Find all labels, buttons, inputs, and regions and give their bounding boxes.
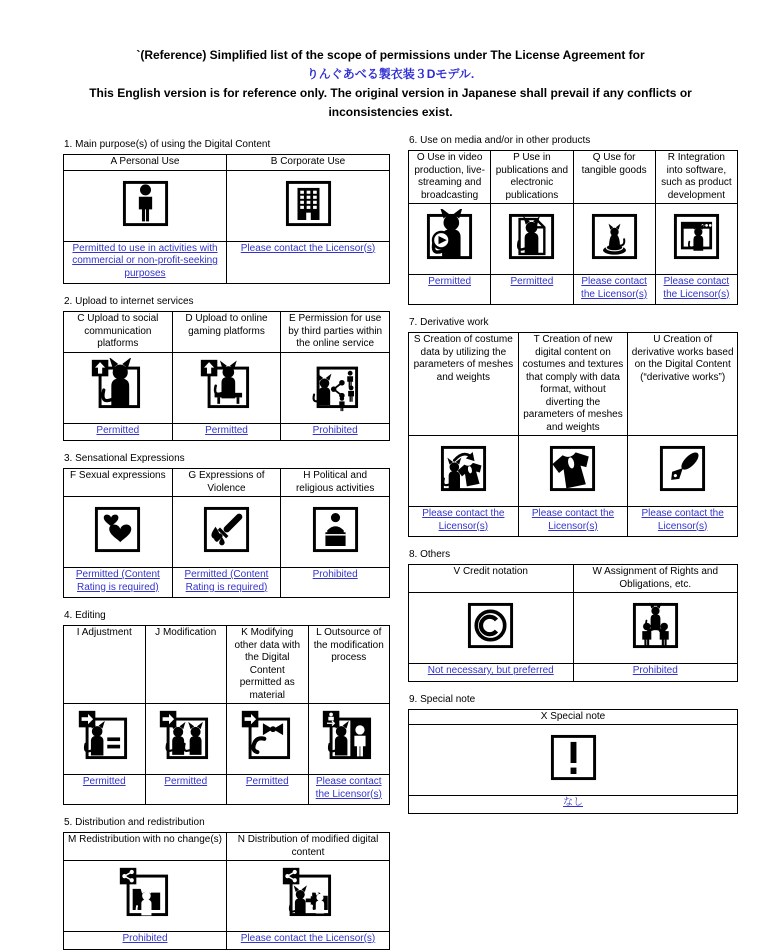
cell-header: C Upload to social communication platforms	[64, 312, 173, 353]
icon-cell	[573, 593, 738, 664]
title-line-2-japanese: りんぐあべる製衣装３Dモデル.	[306, 67, 475, 81]
cell-header: X Special note	[409, 709, 738, 725]
status-link[interactable]: Permitted	[164, 776, 208, 787]
icon-cell	[518, 436, 628, 507]
cell-header: W Assignment of Rights and Obligations, etc.	[573, 565, 738, 593]
status-cell	[573, 664, 738, 682]
rights-assignment-icon	[628, 598, 683, 653]
modify-equal-cat-icon	[77, 709, 132, 764]
status-link[interactable]: Permitted (Content Rating is required)	[184, 569, 269, 593]
section-label: 5. Distribution and redistribution	[64, 817, 205, 828]
status-cell	[573, 275, 655, 305]
status-link[interactable]: Please contact the Licensor(s)	[581, 276, 648, 300]
section-1	[63, 139, 390, 284]
status-link[interactable]: Please contact the Licensor(s)	[663, 276, 730, 300]
icon-cell	[409, 436, 519, 507]
modify-two-cats-icon	[158, 709, 213, 764]
status-cell	[518, 507, 628, 537]
status-link[interactable]: Permitted	[82, 776, 126, 787]
cell-header: J Modification	[145, 626, 227, 704]
upload-third-party-icon	[308, 358, 363, 413]
cell-header: U Creation of derivative works based on the Digital Content (“derivative works”)	[628, 333, 738, 436]
cell-header: T Creation of new digital content on costumes and textures that comply with data format, without diverting the parameters of meshes and weights	[518, 333, 628, 436]
cell-header: D Upload to online gaming platforms	[172, 312, 281, 353]
status-cell	[628, 507, 738, 537]
status-link[interactable]: Prohibited	[312, 424, 358, 436]
section-label: 3. Sensational Expressions	[64, 453, 185, 464]
status-cell	[409, 275, 491, 305]
pen-icon	[655, 441, 710, 496]
section-6	[408, 135, 738, 305]
figurine-cat-icon	[587, 209, 642, 264]
section-label: 1. Main purpose(s) of using the Digital Content	[64, 139, 271, 150]
section-8	[408, 549, 738, 682]
status-cell	[409, 664, 574, 682]
knife-blood-icon	[199, 502, 254, 557]
status-cell	[64, 568, 173, 598]
section-3	[63, 453, 390, 598]
status-cell	[308, 775, 390, 805]
icon-cell	[409, 725, 738, 796]
cell-header: S Creation of costume data by utilizing the parameters of meshes and weights	[409, 333, 519, 436]
section-label: 8. Others	[409, 549, 451, 560]
section-2	[63, 296, 390, 441]
icon-cell	[145, 704, 227, 775]
person-icon	[118, 176, 173, 231]
cell-header: O Use in video production, live-streaming and broadcasting	[409, 151, 491, 204]
costume-pieces-icon	[545, 441, 600, 496]
status-link[interactable]: Prohibited	[632, 665, 678, 676]
icon-cell	[281, 352, 390, 423]
status-link[interactable]: Please contact the Licensor(s)	[240, 242, 376, 254]
permissions-table	[408, 709, 738, 814]
status-cell	[491, 275, 573, 305]
status-link[interactable]: Permitted	[205, 424, 248, 436]
software-window-cat-icon	[669, 209, 724, 264]
exclamation-icon	[546, 730, 601, 785]
section-label: 6. Use on media and/or in other products	[409, 135, 591, 146]
cell-header: E Permission for use by third parties within the online service	[281, 312, 390, 353]
outsource-icon	[321, 709, 376, 764]
status-link[interactable]: なし	[563, 797, 583, 808]
status-link[interactable]: Prohibited	[312, 569, 358, 580]
icon-cell	[308, 704, 390, 775]
title-disclaimer: This English version is for reference only. The original version in Japanese shall prevail if any conflicts or inconsistencies exist.	[89, 86, 692, 119]
permissions-table	[63, 311, 390, 441]
status-link[interactable]: Please contact the Licensor(s)	[240, 933, 376, 944]
upload-gaming-cat-icon	[199, 358, 254, 413]
document-title	[0, 46, 781, 122]
status-cell	[281, 568, 390, 598]
status-link[interactable]: Please contact the Licensor(s)	[315, 776, 382, 800]
section-4	[63, 610, 390, 805]
cell-header: P Use in publications and electronic publications	[491, 151, 573, 204]
status-cell	[409, 507, 519, 537]
status-cell	[409, 796, 738, 814]
icon-cell	[628, 436, 738, 507]
icon-cell	[227, 861, 390, 932]
icon-cell	[573, 204, 655, 275]
video-production-cat-icon	[422, 209, 477, 264]
status-cell	[172, 568, 281, 598]
status-link[interactable]: Please contact the Licensor(s)	[422, 508, 505, 532]
status-link[interactable]: Permitted	[510, 276, 554, 287]
modify-material-icon	[240, 709, 295, 764]
status-cell	[64, 775, 146, 805]
permissions-table	[408, 150, 738, 305]
status-link[interactable]: Not necessary, but preferred	[427, 665, 554, 676]
copyright-icon	[463, 598, 518, 653]
permissions-table	[408, 564, 738, 682]
status-cell	[227, 932, 390, 950]
cell-header: R Integration into software, such as product development	[655, 151, 737, 204]
status-link[interactable]: Permitted	[428, 276, 472, 287]
section-7	[408, 317, 738, 537]
cell-header: Q Use for tangible goods	[573, 151, 655, 204]
status-cell	[655, 275, 737, 305]
podium-speech-icon	[308, 502, 363, 557]
share-modified-folder-icon	[281, 866, 336, 921]
status-cell	[227, 775, 309, 805]
cell-header: B Corporate Use	[227, 155, 390, 171]
cell-header: L Outsource of the modification process	[308, 626, 390, 704]
section-5	[63, 817, 390, 950]
icon-cell	[64, 497, 173, 568]
icon-cell	[655, 204, 737, 275]
section-label: 7. Derivative work	[409, 317, 489, 328]
status-link[interactable]: Prohibited	[122, 933, 168, 944]
cell-header: V Credit notation	[409, 565, 574, 593]
status-link[interactable]: Permitted to use in activities with commercial or non-profit-seeking purposes	[72, 242, 218, 279]
status-link[interactable]: Please contact the Licensor(s)	[641, 508, 724, 532]
cell-header: M Redistribution with no change(s)	[64, 833, 227, 861]
icon-cell	[227, 704, 309, 775]
icon-cell	[227, 170, 390, 241]
permissions-table	[63, 832, 390, 950]
left-column	[63, 139, 390, 950]
icon-cell	[64, 170, 227, 241]
status-cell	[64, 241, 227, 284]
status-cell	[64, 423, 173, 441]
status-cell	[64, 932, 227, 950]
permissions-table	[408, 332, 738, 537]
cell-header: H Political and religious activities	[281, 469, 390, 497]
right-column	[408, 135, 738, 814]
upload-social-cat-icon	[90, 358, 145, 413]
cell-header: G Expressions of Violence	[172, 469, 281, 497]
icon-cell	[64, 704, 146, 775]
permissions-table	[63, 625, 390, 805]
icon-cell	[409, 593, 574, 664]
status-link[interactable]: Permitted (Content Rating is required)	[75, 569, 160, 593]
section-9	[408, 694, 738, 814]
cell-header: A Personal Use	[64, 155, 227, 171]
corporate-building-icon	[281, 176, 336, 231]
status-link[interactable]: Permitted	[96, 424, 140, 436]
cell-header: I Adjustment	[64, 626, 146, 704]
icon-cell	[64, 352, 173, 423]
status-link[interactable]: Please contact the Licensor(s)	[531, 508, 615, 532]
icon-cell	[491, 204, 573, 275]
section-label: 2. Upload to internet services	[64, 296, 194, 307]
icon-cell	[64, 861, 227, 932]
share-folder-cat-icon	[118, 866, 173, 921]
costume-from-cat-icon	[436, 441, 491, 496]
status-link[interactable]: Permitted	[245, 776, 289, 787]
cell-header: N Distribution of modified digital content	[227, 833, 390, 861]
icon-cell	[172, 352, 281, 423]
status-cell	[227, 241, 390, 284]
cell-header: F Sexual expressions	[64, 469, 173, 497]
permissions-table	[63, 468, 390, 598]
status-cell	[145, 775, 227, 805]
status-cell	[172, 423, 281, 441]
icon-cell	[409, 204, 491, 275]
section-label: 4. Editing	[64, 610, 106, 621]
cell-header: K Modifying other data with the Digital Content permitted as material	[227, 626, 309, 704]
status-cell	[281, 423, 390, 441]
publication-cat-icon	[504, 209, 559, 264]
permissions-table	[63, 154, 390, 284]
icon-cell	[281, 497, 390, 568]
section-label: 9. Special note	[409, 693, 476, 705]
title-line-1: `(Reference) Simplified list of the scope of permissions under The License Agreement for	[136, 48, 645, 62]
icon-cell	[172, 497, 281, 568]
hearts-icon	[90, 502, 145, 557]
